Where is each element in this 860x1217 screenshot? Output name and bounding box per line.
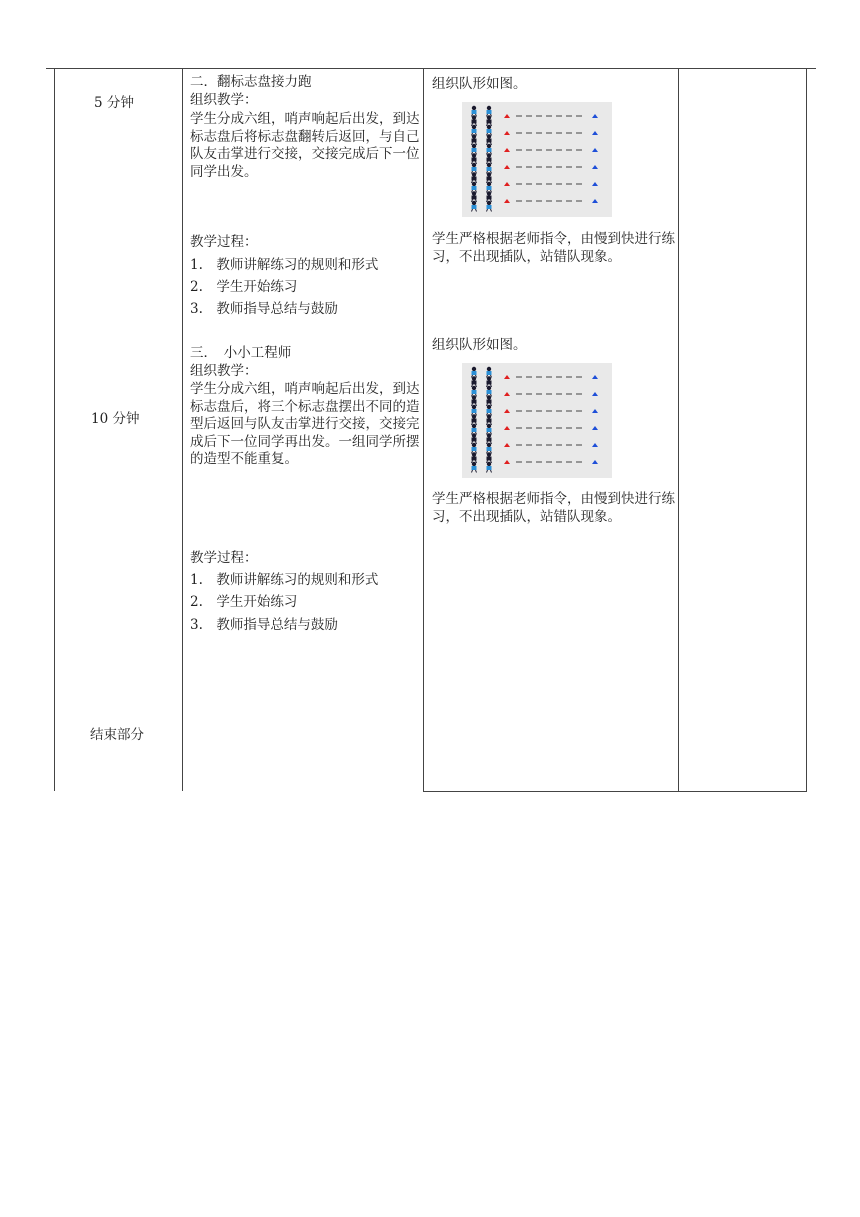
student-body — [472, 428, 477, 432]
student-body — [487, 196, 492, 200]
student-body — [487, 148, 492, 152]
student-head — [472, 376, 476, 380]
student-figure — [487, 182, 492, 193]
marker-cone — [592, 165, 598, 169]
student-figure — [472, 182, 477, 193]
section3-step-1: 1. 教师讲解练习的规则和形式 — [190, 572, 379, 588]
formation-requirement-2: 学生严格根据老师指令，由慢到快进行练习，不出现插队，站错队现象。 — [432, 491, 675, 525]
student-head — [487, 144, 491, 148]
student-body — [472, 371, 477, 375]
student-body — [487, 400, 492, 404]
student-figure — [487, 452, 492, 463]
section3-title: 三． 小小工程师 — [190, 345, 292, 361]
student-body — [487, 205, 492, 209]
marker-cone — [592, 131, 598, 135]
student-leg — [491, 470, 492, 473]
student-head — [487, 106, 491, 110]
student-figure — [487, 367, 492, 378]
section2-description: 学生分成六组，哨声响起后出发，到达标志盘后将标志盘翻转后返回，与自己队友击掌进行交接，交接完成后下一位同学出发。 — [190, 111, 420, 180]
formation-diagram-2 — [462, 363, 612, 478]
student-body — [472, 148, 477, 152]
student-figure — [487, 134, 492, 145]
student-figure — [472, 153, 477, 164]
student-figure — [487, 424, 492, 435]
start-cone — [504, 375, 510, 379]
table-bottom-border — [423, 791, 807, 792]
student-figure — [487, 433, 492, 444]
student-head — [472, 163, 476, 167]
student-figure — [487, 106, 492, 117]
student-body — [472, 139, 477, 143]
student-figure — [472, 125, 477, 136]
student-head — [487, 134, 491, 138]
student-head — [472, 134, 476, 138]
section2-title: 二．翻标志盘接力跑 — [190, 74, 312, 90]
student-figure — [472, 201, 477, 212]
student-figure — [487, 172, 492, 183]
student-head — [487, 125, 491, 129]
student-body — [472, 438, 477, 442]
section2-step-2: 2. 学生开始练习 — [190, 279, 298, 295]
student-body — [487, 457, 492, 461]
student-body — [487, 371, 492, 375]
formation-diagram-1-drawing — [462, 102, 612, 217]
student-body — [472, 419, 477, 423]
student-figure — [472, 386, 477, 397]
marker-cone — [592, 148, 598, 152]
student-body — [487, 120, 492, 124]
marker-cone — [592, 392, 598, 396]
student-head — [472, 443, 476, 447]
student-head — [487, 414, 491, 418]
student-body — [487, 409, 492, 413]
student-body — [487, 438, 492, 442]
student-body — [487, 186, 492, 190]
student-figure — [487, 144, 492, 155]
student-figure — [472, 163, 477, 174]
student-head — [487, 433, 491, 437]
student-head — [487, 386, 491, 390]
student-head — [472, 452, 476, 456]
student-head — [472, 125, 476, 129]
marker-cone — [592, 409, 598, 413]
student-figure — [472, 424, 477, 435]
student-figure — [487, 163, 492, 174]
student-head — [487, 182, 491, 186]
student-figure — [487, 462, 492, 473]
student-body — [472, 381, 477, 385]
start-cone — [504, 182, 510, 186]
marker-cone — [592, 443, 598, 447]
student-body — [487, 428, 492, 432]
student-figure — [472, 433, 477, 444]
student-head — [487, 376, 491, 380]
student-body — [472, 177, 477, 181]
student-head — [472, 172, 476, 176]
section2-org-label: 组织教学： — [190, 92, 258, 108]
student-head — [487, 115, 491, 119]
student-body — [487, 381, 492, 385]
student-head — [487, 153, 491, 157]
student-body — [472, 457, 477, 461]
student-body — [472, 409, 477, 413]
student-figure — [487, 386, 492, 397]
marker-cone — [592, 114, 598, 118]
student-head — [487, 462, 491, 466]
col-divider-2 — [423, 68, 424, 791]
student-figure — [472, 395, 477, 406]
student-head — [487, 395, 491, 399]
time-label-row1: 5 分钟 — [94, 95, 134, 111]
student-body — [472, 167, 477, 171]
student-head — [487, 172, 491, 176]
student-head — [472, 153, 476, 157]
student-head — [487, 201, 491, 205]
student-body — [472, 186, 477, 190]
student-head — [472, 115, 476, 119]
student-head — [472, 367, 476, 371]
student-head — [472, 386, 476, 390]
student-figure — [472, 376, 477, 387]
student-figure — [472, 191, 477, 202]
student-body — [487, 129, 492, 133]
student-leg — [472, 209, 473, 212]
student-leg — [491, 209, 492, 212]
student-body — [487, 466, 492, 470]
student-head — [472, 424, 476, 428]
start-cone — [504, 165, 510, 169]
section2-step-3: 3. 教师指导总结与鼓励 — [190, 301, 338, 317]
student-body — [472, 120, 477, 124]
student-body — [487, 447, 492, 451]
student-figure — [472, 367, 477, 378]
student-figure — [487, 153, 492, 164]
student-leg — [487, 470, 488, 473]
student-figure — [487, 125, 492, 136]
section3-org-label: 组织教学： — [190, 363, 258, 379]
formation-requirement-1: 学生严格根据老师指令，由慢到快进行练习，不出现插队，站错队现象。 — [432, 231, 675, 265]
section3-step-2: 2. 学生开始练习 — [190, 594, 298, 610]
formation-diagram-1 — [462, 102, 612, 217]
student-figure — [487, 395, 492, 406]
student-body — [487, 158, 492, 162]
start-cone — [504, 392, 510, 396]
start-cone — [504, 460, 510, 464]
student-body — [487, 177, 492, 181]
student-head — [472, 462, 476, 466]
section3-step-3: 3. 教师指导总结与鼓励 — [190, 617, 338, 633]
student-body — [472, 110, 477, 114]
student-head — [487, 424, 491, 428]
formation-caption-2: 组织队形如图。 — [432, 337, 527, 353]
col-divider-3 — [678, 68, 679, 791]
marker-cone — [592, 182, 598, 186]
student-head — [487, 405, 491, 409]
student-figure — [472, 443, 477, 454]
start-cone — [504, 131, 510, 135]
start-cone — [504, 443, 510, 447]
student-figure — [487, 443, 492, 454]
student-body — [472, 129, 477, 133]
student-figure — [472, 144, 477, 155]
marker-cone — [592, 460, 598, 464]
start-cone — [504, 148, 510, 152]
student-head — [487, 443, 491, 447]
student-leg — [476, 470, 477, 473]
section2-process-label: 教学过程： — [190, 234, 258, 250]
student-figure — [487, 201, 492, 212]
section3-process-label: 教学过程： — [190, 550, 258, 566]
col-divider-1 — [182, 68, 183, 791]
student-body — [487, 167, 492, 171]
marker-cone — [592, 199, 598, 203]
section2-step-1: 1. 教师讲解练习的规则和形式 — [190, 257, 379, 273]
student-body — [472, 400, 477, 404]
student-figure — [472, 462, 477, 473]
table-top-border — [46, 68, 816, 69]
start-cone — [504, 426, 510, 430]
student-body — [472, 205, 477, 209]
student-head — [472, 144, 476, 148]
start-cone — [504, 409, 510, 413]
time-label-row2: 10 分钟 — [91, 411, 140, 427]
student-body — [487, 390, 492, 394]
student-body — [487, 419, 492, 423]
student-head — [472, 106, 476, 110]
student-figure — [487, 405, 492, 416]
student-body — [487, 110, 492, 114]
student-leg — [476, 209, 477, 212]
student-figure — [487, 115, 492, 126]
student-figure — [487, 191, 492, 202]
student-head — [472, 191, 476, 195]
student-head — [472, 395, 476, 399]
student-figure — [487, 376, 492, 387]
marker-cone — [592, 375, 598, 379]
start-cone — [504, 199, 510, 203]
student-figure — [472, 414, 477, 425]
student-body — [472, 466, 477, 470]
table-right-border — [806, 68, 807, 791]
student-figure — [472, 405, 477, 416]
student-body — [472, 196, 477, 200]
time-label-row3: 结束部分 — [90, 727, 144, 743]
student-head — [487, 367, 491, 371]
formation-caption-1: 组织队形如图。 — [432, 76, 527, 92]
table-left-border — [54, 68, 55, 791]
student-head — [472, 433, 476, 437]
student-head — [472, 182, 476, 186]
student-head — [472, 414, 476, 418]
student-leg — [472, 470, 473, 473]
student-figure — [472, 452, 477, 463]
section3-description: 学生分成六组，哨声响起后出发，到达标志盘后，将三个标志盘摆出不同的造型后返回与队友击掌进行交接，交接完成后下一位同学再出发。一组同学所摆的造型不能重复。 — [190, 381, 420, 467]
formation-diagram-2-drawing — [462, 363, 612, 478]
student-figure — [472, 172, 477, 183]
student-figure — [472, 134, 477, 145]
student-head — [472, 405, 476, 409]
student-head — [487, 191, 491, 195]
student-body — [472, 158, 477, 162]
student-figure — [472, 115, 477, 126]
student-leg — [487, 209, 488, 212]
student-figure — [472, 106, 477, 117]
student-figure — [487, 414, 492, 425]
student-head — [487, 163, 491, 167]
start-cone — [504, 114, 510, 118]
marker-cone — [592, 426, 598, 430]
student-head — [487, 452, 491, 456]
student-body — [472, 390, 477, 394]
student-head — [472, 201, 476, 205]
student-body — [487, 139, 492, 143]
student-body — [472, 447, 477, 451]
